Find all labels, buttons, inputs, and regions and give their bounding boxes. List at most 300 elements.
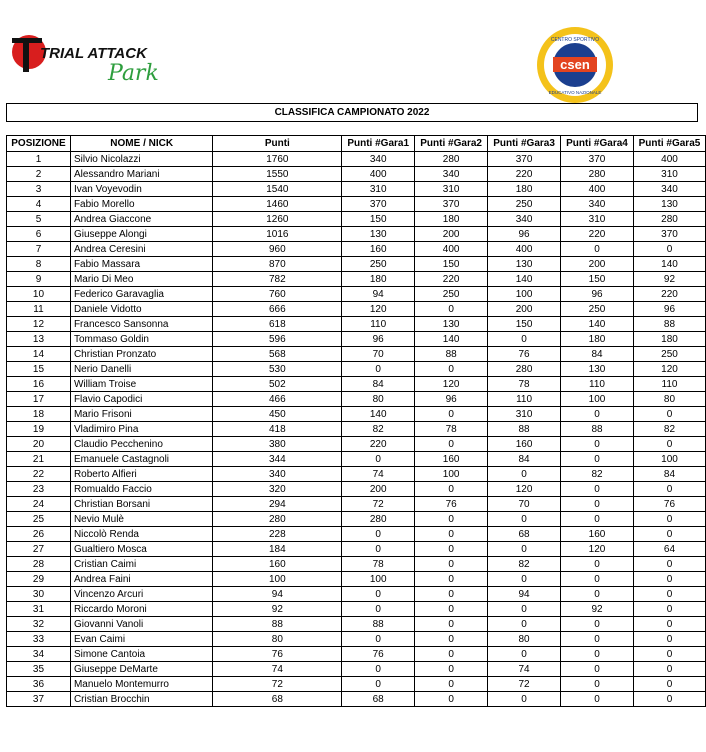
gara3-cell: 110 <box>488 392 561 407</box>
points-cell: 294 <box>213 497 342 512</box>
name-cell: Christian Pronzato <box>70 347 212 362</box>
points-cell: 1016 <box>213 227 342 242</box>
gara4-cell: 0 <box>561 482 634 497</box>
gara2-cell: 0 <box>415 407 488 422</box>
gara5-cell: 220 <box>633 287 705 302</box>
name-cell: Giuseppe Alongi <box>70 227 212 242</box>
gara2-cell: 280 <box>415 152 488 167</box>
position-cell: 24 <box>7 497 71 512</box>
gara2-cell: 310 <box>415 182 488 197</box>
gara1-cell: 140 <box>342 407 415 422</box>
name-cell: Silvio Nicolazzi <box>70 152 212 167</box>
points-cell: 74 <box>213 662 342 677</box>
points-cell: 80 <box>213 632 342 647</box>
name-cell: Francesco Sansonna <box>70 317 212 332</box>
gara1-cell: 74 <box>342 467 415 482</box>
position-cell: 17 <box>7 392 71 407</box>
table-row <box>7 482 706 497</box>
gara5-cell: 64 <box>633 542 705 557</box>
gara3-cell: 74 <box>488 662 561 677</box>
gara3-cell: 130 <box>488 257 561 272</box>
gara3-cell: 400 <box>488 242 561 257</box>
name-cell: Giovanni Vanoli <box>70 617 212 632</box>
name-cell: Romualdo Faccio <box>70 482 212 497</box>
table-row <box>7 362 706 377</box>
gara3-cell: 70 <box>488 497 561 512</box>
table-row <box>7 617 706 632</box>
gara5-cell: 0 <box>633 242 705 257</box>
points-cell: 760 <box>213 287 342 302</box>
gara2-cell: 0 <box>415 527 488 542</box>
gara5-cell: 250 <box>633 347 705 362</box>
gara5-cell: 88 <box>633 317 705 332</box>
gara4-cell: 0 <box>561 512 634 527</box>
gara1-cell: 100 <box>342 572 415 587</box>
gara1-cell: 160 <box>342 242 415 257</box>
gara5-cell: 120 <box>633 362 705 377</box>
gara1-cell: 72 <box>342 497 415 512</box>
position-cell: 20 <box>7 437 71 452</box>
gara3-cell: 280 <box>488 362 561 377</box>
gara1-cell: 340 <box>342 152 415 167</box>
position-cell: 10 <box>7 287 71 302</box>
points-cell: 1760 <box>213 152 342 167</box>
gara1-cell: 120 <box>342 302 415 317</box>
table-row <box>7 347 706 362</box>
table-row <box>7 437 706 452</box>
gara5-cell: 0 <box>633 692 705 707</box>
position-cell: 8 <box>7 257 71 272</box>
name-cell: Andrea Giaccone <box>70 212 212 227</box>
table-row <box>7 377 706 392</box>
gara2-cell: 0 <box>415 362 488 377</box>
gara3-cell: 200 <box>488 302 561 317</box>
gara3-cell: 0 <box>488 332 561 347</box>
points-cell: 870 <box>213 257 342 272</box>
table-row <box>7 602 706 617</box>
gara4-cell: 110 <box>561 377 634 392</box>
points-cell: 340 <box>213 467 342 482</box>
points-cell: 88 <box>213 617 342 632</box>
gara3-cell: 120 <box>488 482 561 497</box>
points-cell: 94 <box>213 587 342 602</box>
gara1-cell: 76 <box>342 647 415 662</box>
position-cell: 9 <box>7 272 71 287</box>
gara4-cell: 0 <box>561 662 634 677</box>
header-punti: Punti <box>213 136 342 152</box>
gara3-cell: 88 <box>488 422 561 437</box>
gara1-cell: 280 <box>342 512 415 527</box>
points-cell: 344 <box>213 452 342 467</box>
position-cell: 6 <box>7 227 71 242</box>
position-cell: 33 <box>7 632 71 647</box>
gara1-cell: 94 <box>342 287 415 302</box>
gara1-cell: 96 <box>342 332 415 347</box>
gara5-cell: 92 <box>633 272 705 287</box>
gara1-cell: 250 <box>342 257 415 272</box>
gara5-cell: 0 <box>633 662 705 677</box>
position-cell: 12 <box>7 317 71 332</box>
gara4-cell: 0 <box>561 557 634 572</box>
name-cell: Flavio Capodici <box>70 392 212 407</box>
gara4-cell: 370 <box>561 152 634 167</box>
gara1-cell: 200 <box>342 482 415 497</box>
csen-bottom-text: EDUCATIVO NAZIONALE <box>548 90 602 95</box>
name-cell: Christian Borsani <box>70 497 212 512</box>
points-cell: 1260 <box>213 212 342 227</box>
name-cell: Fabio Morello <box>70 197 212 212</box>
gara5-cell: 370 <box>633 227 705 242</box>
table-row <box>7 197 706 212</box>
name-cell: Vincenzo Arcuri <box>70 587 212 602</box>
gara2-cell: 0 <box>415 542 488 557</box>
points-cell: 380 <box>213 437 342 452</box>
gara1-cell: 88 <box>342 617 415 632</box>
gara1-cell: 0 <box>342 452 415 467</box>
gara3-cell: 80 <box>488 632 561 647</box>
gara5-cell: 0 <box>633 572 705 587</box>
gara2-cell: 0 <box>415 587 488 602</box>
name-cell: Andrea Ceresini <box>70 242 212 257</box>
position-cell: 11 <box>7 302 71 317</box>
name-cell: Claudio Pecchenino <box>70 437 212 452</box>
gara5-cell: 0 <box>633 602 705 617</box>
gara2-cell: 78 <box>415 422 488 437</box>
points-cell: 666 <box>213 302 342 317</box>
points-cell: 466 <box>213 392 342 407</box>
name-cell: Manuelo Montemurro <box>70 677 212 692</box>
position-cell: 34 <box>7 647 71 662</box>
gara4-cell: 0 <box>561 242 634 257</box>
points-cell: 418 <box>213 422 342 437</box>
table-row <box>7 257 706 272</box>
gara3-cell: 76 <box>488 347 561 362</box>
gara2-cell: 0 <box>415 557 488 572</box>
table-row <box>7 152 706 167</box>
header-nome: NOME / NICK <box>70 136 212 152</box>
name-cell: Riccardo Moroni <box>70 602 212 617</box>
gara2-cell: 100 <box>415 467 488 482</box>
table-row <box>7 407 706 422</box>
name-cell: Simone Cantoia <box>70 647 212 662</box>
gara2-cell: 370 <box>415 197 488 212</box>
name-cell: Cristian Brocchin <box>70 692 212 707</box>
table-row <box>7 317 706 332</box>
position-cell: 13 <box>7 332 71 347</box>
gara5-cell: 140 <box>633 257 705 272</box>
gara3-cell: 0 <box>488 647 561 662</box>
table-row <box>7 227 706 242</box>
points-cell: 228 <box>213 527 342 542</box>
gara1-cell: 0 <box>342 602 415 617</box>
header-gara3: Punti #Gara3 <box>488 136 561 152</box>
gara3-cell: 220 <box>488 167 561 182</box>
position-cell: 19 <box>7 422 71 437</box>
name-cell: Federico Garavaglia <box>70 287 212 302</box>
position-cell: 32 <box>7 617 71 632</box>
table-row <box>7 527 706 542</box>
gara3-cell: 84 <box>488 452 561 467</box>
name-cell: Nerio Danelli <box>70 362 212 377</box>
position-cell: 31 <box>7 602 71 617</box>
gara3-cell: 370 <box>488 152 561 167</box>
gara1-cell: 82 <box>342 422 415 437</box>
gara2-cell: 130 <box>415 317 488 332</box>
gara3-cell: 160 <box>488 437 561 452</box>
position-cell: 29 <box>7 572 71 587</box>
gara1-cell: 70 <box>342 347 415 362</box>
gara2-cell: 220 <box>415 272 488 287</box>
gara5-cell: 130 <box>633 197 705 212</box>
gara3-cell: 96 <box>488 227 561 242</box>
gara1-cell: 78 <box>342 557 415 572</box>
gara3-cell: 0 <box>488 542 561 557</box>
table-row <box>7 452 706 467</box>
table-row <box>7 632 706 647</box>
position-cell: 28 <box>7 557 71 572</box>
gara2-cell: 0 <box>415 437 488 452</box>
table-row <box>7 392 706 407</box>
gara5-cell: 0 <box>633 617 705 632</box>
gara5-cell: 96 <box>633 302 705 317</box>
table-row <box>7 332 706 347</box>
gara1-cell: 0 <box>342 542 415 557</box>
gara3-cell: 180 <box>488 182 561 197</box>
csen-top-text: CENTRO SPORTIVO <box>550 37 600 43</box>
gara2-cell: 0 <box>415 692 488 707</box>
table-header-row <box>7 136 706 152</box>
gara2-cell: 0 <box>415 482 488 497</box>
gara4-cell: 160 <box>561 527 634 542</box>
gara4-cell: 0 <box>561 647 634 662</box>
gara4-cell: 150 <box>561 272 634 287</box>
position-cell: 30 <box>7 587 71 602</box>
position-cell: 14 <box>7 347 71 362</box>
gara1-cell: 0 <box>342 632 415 647</box>
name-cell: William Troise <box>70 377 212 392</box>
gara5-cell: 280 <box>633 212 705 227</box>
points-cell: 280 <box>213 512 342 527</box>
name-cell: Vladimiro Pina <box>70 422 212 437</box>
points-cell: 320 <box>213 482 342 497</box>
gara3-cell: 250 <box>488 197 561 212</box>
gara4-cell: 180 <box>561 332 634 347</box>
gara5-cell: 0 <box>633 587 705 602</box>
table-row <box>7 467 706 482</box>
gara4-cell: 0 <box>561 437 634 452</box>
points-cell: 184 <box>213 542 342 557</box>
gara2-cell: 400 <box>415 242 488 257</box>
gara4-cell: 280 <box>561 167 634 182</box>
name-cell: Tommaso Goldin <box>70 332 212 347</box>
gara4-cell: 250 <box>561 302 634 317</box>
table-row <box>7 287 706 302</box>
trial-attack-park-logo <box>8 28 173 86</box>
gara2-cell: 76 <box>415 497 488 512</box>
gara4-cell: 400 <box>561 182 634 197</box>
gara5-cell: 76 <box>633 497 705 512</box>
gara2-cell: 0 <box>415 632 488 647</box>
gara1-cell: 0 <box>342 677 415 692</box>
position-cell: 2 <box>7 167 71 182</box>
csen-mark: csen <box>560 57 590 72</box>
gara1-cell: 80 <box>342 392 415 407</box>
gara1-cell: 0 <box>342 527 415 542</box>
name-cell: Fabio Massara <box>70 257 212 272</box>
gara4-cell: 340 <box>561 197 634 212</box>
name-cell: Nevio Mulè <box>70 512 212 527</box>
points-cell: 68 <box>213 692 342 707</box>
gara2-cell: 0 <box>415 617 488 632</box>
gara3-cell: 0 <box>488 692 561 707</box>
header-posizione: POSIZIONE <box>7 136 71 152</box>
gara2-cell: 0 <box>415 602 488 617</box>
gara4-cell: 220 <box>561 227 634 242</box>
gara1-cell: 180 <box>342 272 415 287</box>
gara4-cell: 0 <box>561 572 634 587</box>
gara2-cell: 180 <box>415 212 488 227</box>
gara2-cell: 0 <box>415 302 488 317</box>
gara4-cell: 200 <box>561 257 634 272</box>
gara3-cell: 310 <box>488 407 561 422</box>
table-row <box>7 242 706 257</box>
position-cell: 3 <box>7 182 71 197</box>
gara2-cell: 0 <box>415 572 488 587</box>
position-cell: 27 <box>7 542 71 557</box>
gara1-cell: 130 <box>342 227 415 242</box>
points-cell: 596 <box>213 332 342 347</box>
gara5-cell: 0 <box>633 647 705 662</box>
name-cell: Alessandro Mariani <box>70 167 212 182</box>
gara1-cell: 0 <box>342 362 415 377</box>
position-cell: 23 <box>7 482 71 497</box>
name-cell: Mario Di Meo <box>70 272 212 287</box>
gara1-cell: 0 <box>342 587 415 602</box>
gara2-cell: 0 <box>415 662 488 677</box>
position-cell: 4 <box>7 197 71 212</box>
gara1-cell: 68 <box>342 692 415 707</box>
gara3-cell: 68 <box>488 527 561 542</box>
gara5-cell: 80 <box>633 392 705 407</box>
header-gara2: Punti #Gara2 <box>415 136 488 152</box>
gara5-cell: 0 <box>633 632 705 647</box>
position-cell: 22 <box>7 467 71 482</box>
name-cell: Evan Caimi <box>70 632 212 647</box>
points-cell: 530 <box>213 362 342 377</box>
position-cell: 5 <box>7 212 71 227</box>
position-cell: 37 <box>7 692 71 707</box>
points-cell: 1540 <box>213 182 342 197</box>
position-cell: 18 <box>7 407 71 422</box>
gara3-cell: 340 <box>488 212 561 227</box>
position-cell: 26 <box>7 527 71 542</box>
gara3-cell: 0 <box>488 467 561 482</box>
gara4-cell: 82 <box>561 467 634 482</box>
gara4-cell: 0 <box>561 632 634 647</box>
name-cell: Cristian Caimi <box>70 557 212 572</box>
gara5-cell: 0 <box>633 407 705 422</box>
logo-text-park: Park <box>108 61 159 86</box>
points-cell: 618 <box>213 317 342 332</box>
table-row <box>7 692 706 707</box>
gara5-cell: 0 <box>633 527 705 542</box>
position-cell: 21 <box>7 452 71 467</box>
points-cell: 502 <box>213 377 342 392</box>
gara3-cell: 140 <box>488 272 561 287</box>
table-row <box>7 167 706 182</box>
table-row <box>7 422 706 437</box>
table-row <box>7 572 706 587</box>
table-row <box>7 497 706 512</box>
gara4-cell: 0 <box>561 587 634 602</box>
table-row <box>7 182 706 197</box>
name-cell: Roberto Alfieri <box>70 467 212 482</box>
gara2-cell: 200 <box>415 227 488 242</box>
gara4-cell: 0 <box>561 617 634 632</box>
gara2-cell: 0 <box>415 647 488 662</box>
gara4-cell: 88 <box>561 422 634 437</box>
name-cell: Andrea Faini <box>70 572 212 587</box>
gara3-cell: 150 <box>488 317 561 332</box>
table-row <box>7 677 706 692</box>
gara4-cell: 120 <box>561 542 634 557</box>
table-row <box>7 557 706 572</box>
gara2-cell: 250 <box>415 287 488 302</box>
table-body <box>7 152 706 707</box>
position-cell: 35 <box>7 662 71 677</box>
gara5-cell: 100 <box>633 452 705 467</box>
table-row <box>7 302 706 317</box>
position-cell: 36 <box>7 677 71 692</box>
header-gara1: Punti #Gara1 <box>342 136 415 152</box>
table-row <box>7 587 706 602</box>
gara4-cell: 0 <box>561 692 634 707</box>
gara3-cell: 94 <box>488 587 561 602</box>
gara4-cell: 130 <box>561 362 634 377</box>
gara2-cell: 96 <box>415 392 488 407</box>
gara3-cell: 72 <box>488 677 561 692</box>
points-cell: 960 <box>213 242 342 257</box>
gara2-cell: 160 <box>415 452 488 467</box>
gara1-cell: 310 <box>342 182 415 197</box>
header-gara4: Punti #Gara4 <box>561 136 634 152</box>
position-cell: 16 <box>7 377 71 392</box>
gara4-cell: 140 <box>561 317 634 332</box>
gara1-cell: 110 <box>342 317 415 332</box>
gara2-cell: 140 <box>415 332 488 347</box>
gara3-cell: 0 <box>488 602 561 617</box>
gara4-cell: 92 <box>561 602 634 617</box>
gara5-cell: 84 <box>633 467 705 482</box>
points-cell: 782 <box>213 272 342 287</box>
gara3-cell: 0 <box>488 617 561 632</box>
table-row <box>7 542 706 557</box>
header-gara5: Punti #Gara5 <box>633 136 705 152</box>
gara1-cell: 370 <box>342 197 415 212</box>
gara5-cell: 0 <box>633 512 705 527</box>
gara4-cell: 0 <box>561 677 634 692</box>
name-cell: Emanuele Castagnoli <box>70 452 212 467</box>
logo-text-main: TRIAL ATTACK <box>40 45 147 62</box>
gara4-cell: 0 <box>561 497 634 512</box>
points-cell: 72 <box>213 677 342 692</box>
gara2-cell: 340 <box>415 167 488 182</box>
gara5-cell: 0 <box>633 482 705 497</box>
gara2-cell: 0 <box>415 512 488 527</box>
table-row <box>7 647 706 662</box>
gara1-cell: 400 <box>342 167 415 182</box>
gara4-cell: 100 <box>561 392 634 407</box>
